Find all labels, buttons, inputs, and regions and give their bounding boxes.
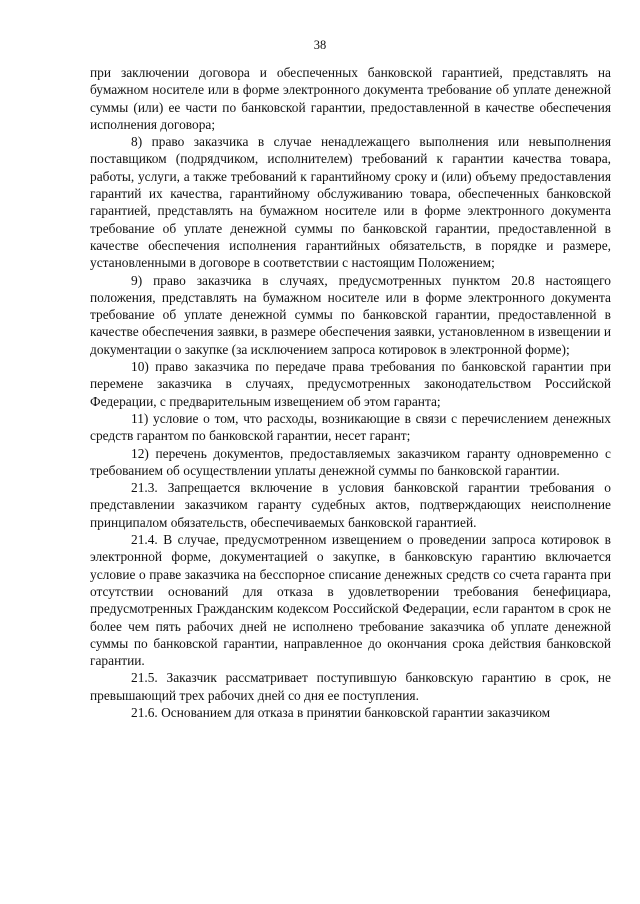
paragraph-item-8: 8) право заказчика в случае ненадлежащего выполнения или невыполнения поставщиком (подрядчиком, исполнителем) требований к гарантии качества товара, работы, услуги, а также требований к гарантийному сроку и (или) объему предоставления гарантий их качества, гарантийному обслуживанию товара, обеспеченных банковской гарантией, представлять на бумажном носителе или в форме электронного документа требование об уплате денежной суммы по банковской гарантии, предоставленной в качестве обеспечения исполнения гарантийных обязательств, в порядке и размере, установленными в договоре в соответствии с настоящим Положением;	[90, 134, 611, 271]
paragraph-continuation: при заключении договора и обеспеченных банковской гарантией, представлять на бумажном носителе или в форме электронного документа требование об уплате денежной суммы (или) ее части по банковской гарантии, предоставленной в качестве обеспечения исполнения договора;	[90, 65, 611, 132]
paragraph-21-4: 21.4. В случае, предусмотренном извещением о проведении запроса котировок в электронной форме, документацией о закупке, в банковскую гарантию включается условие о праве заказчика на бесспорное списание денежных средств со счета гаранта при отсутствии оснований для отказа в удовлетворении требования бенефициара, предусмотренных Гражданским кодексом Российской Федерации, если гарантом в срок не более чем пять рабочих дней не исполнено требование заказчика об уплате денежной суммы по банковской гарантии, направленное до окончания срока действия банковской гарантии.	[90, 532, 611, 669]
paragraph-item-12: 12) перечень документов, предоставляемых заказчиком гаранту одновременно с требованием об осуществлении уплаты денежной суммы по банковской гарантии.	[90, 445, 611, 478]
paragraph-item-9: 9) право заказчика в случаях, предусмотренных пунктом 20.8 настоящего положения, представлять на бумажном носителе или в форме электронного документа требование об уплате денежной суммы по банковской гарантии, предоставленной в качестве обеспечения заявки, в размере обеспечения заявки, установленном в извещении и документации о закупке (за исключением запроса котировок в электронной форме);	[90, 272, 611, 357]
paragraph-item-11: 11) условие о том, что расходы, возникающие в связи с перечислением денежных средств гарантом по банковской гарантии, несет гарант;	[90, 410, 611, 444]
paragraph-21-5: 21.5. Заказчик рассматривает поступившую банковскую гарантию в срок, не превышающий трех рабочих дней со дня ее поступления.	[90, 670, 611, 703]
page-number: 38	[313, 38, 327, 52]
paragraph-item-10: 10) право заказчика по передаче права требования по банковской гарантии при перемене заказчика в случаях, предусмотренных законодательством Российской Федерации, с предварительным извещением об этом гаранта;	[90, 359, 611, 409]
document-text-body	[90, 64, 611, 721]
paragraph-21-3: 21.3. Запрещается включение в условия банковской гарантии требования о представлении заказчиком гаранту судебных актов, подтверждающих неисполнение принципалом обязательств, обеспечиваемых банковской гарантией.	[90, 480, 611, 530]
paragraph-21-6: 21.6. Основанием для отказа в принятии банковской гарантии заказчиком	[131, 704, 551, 720]
